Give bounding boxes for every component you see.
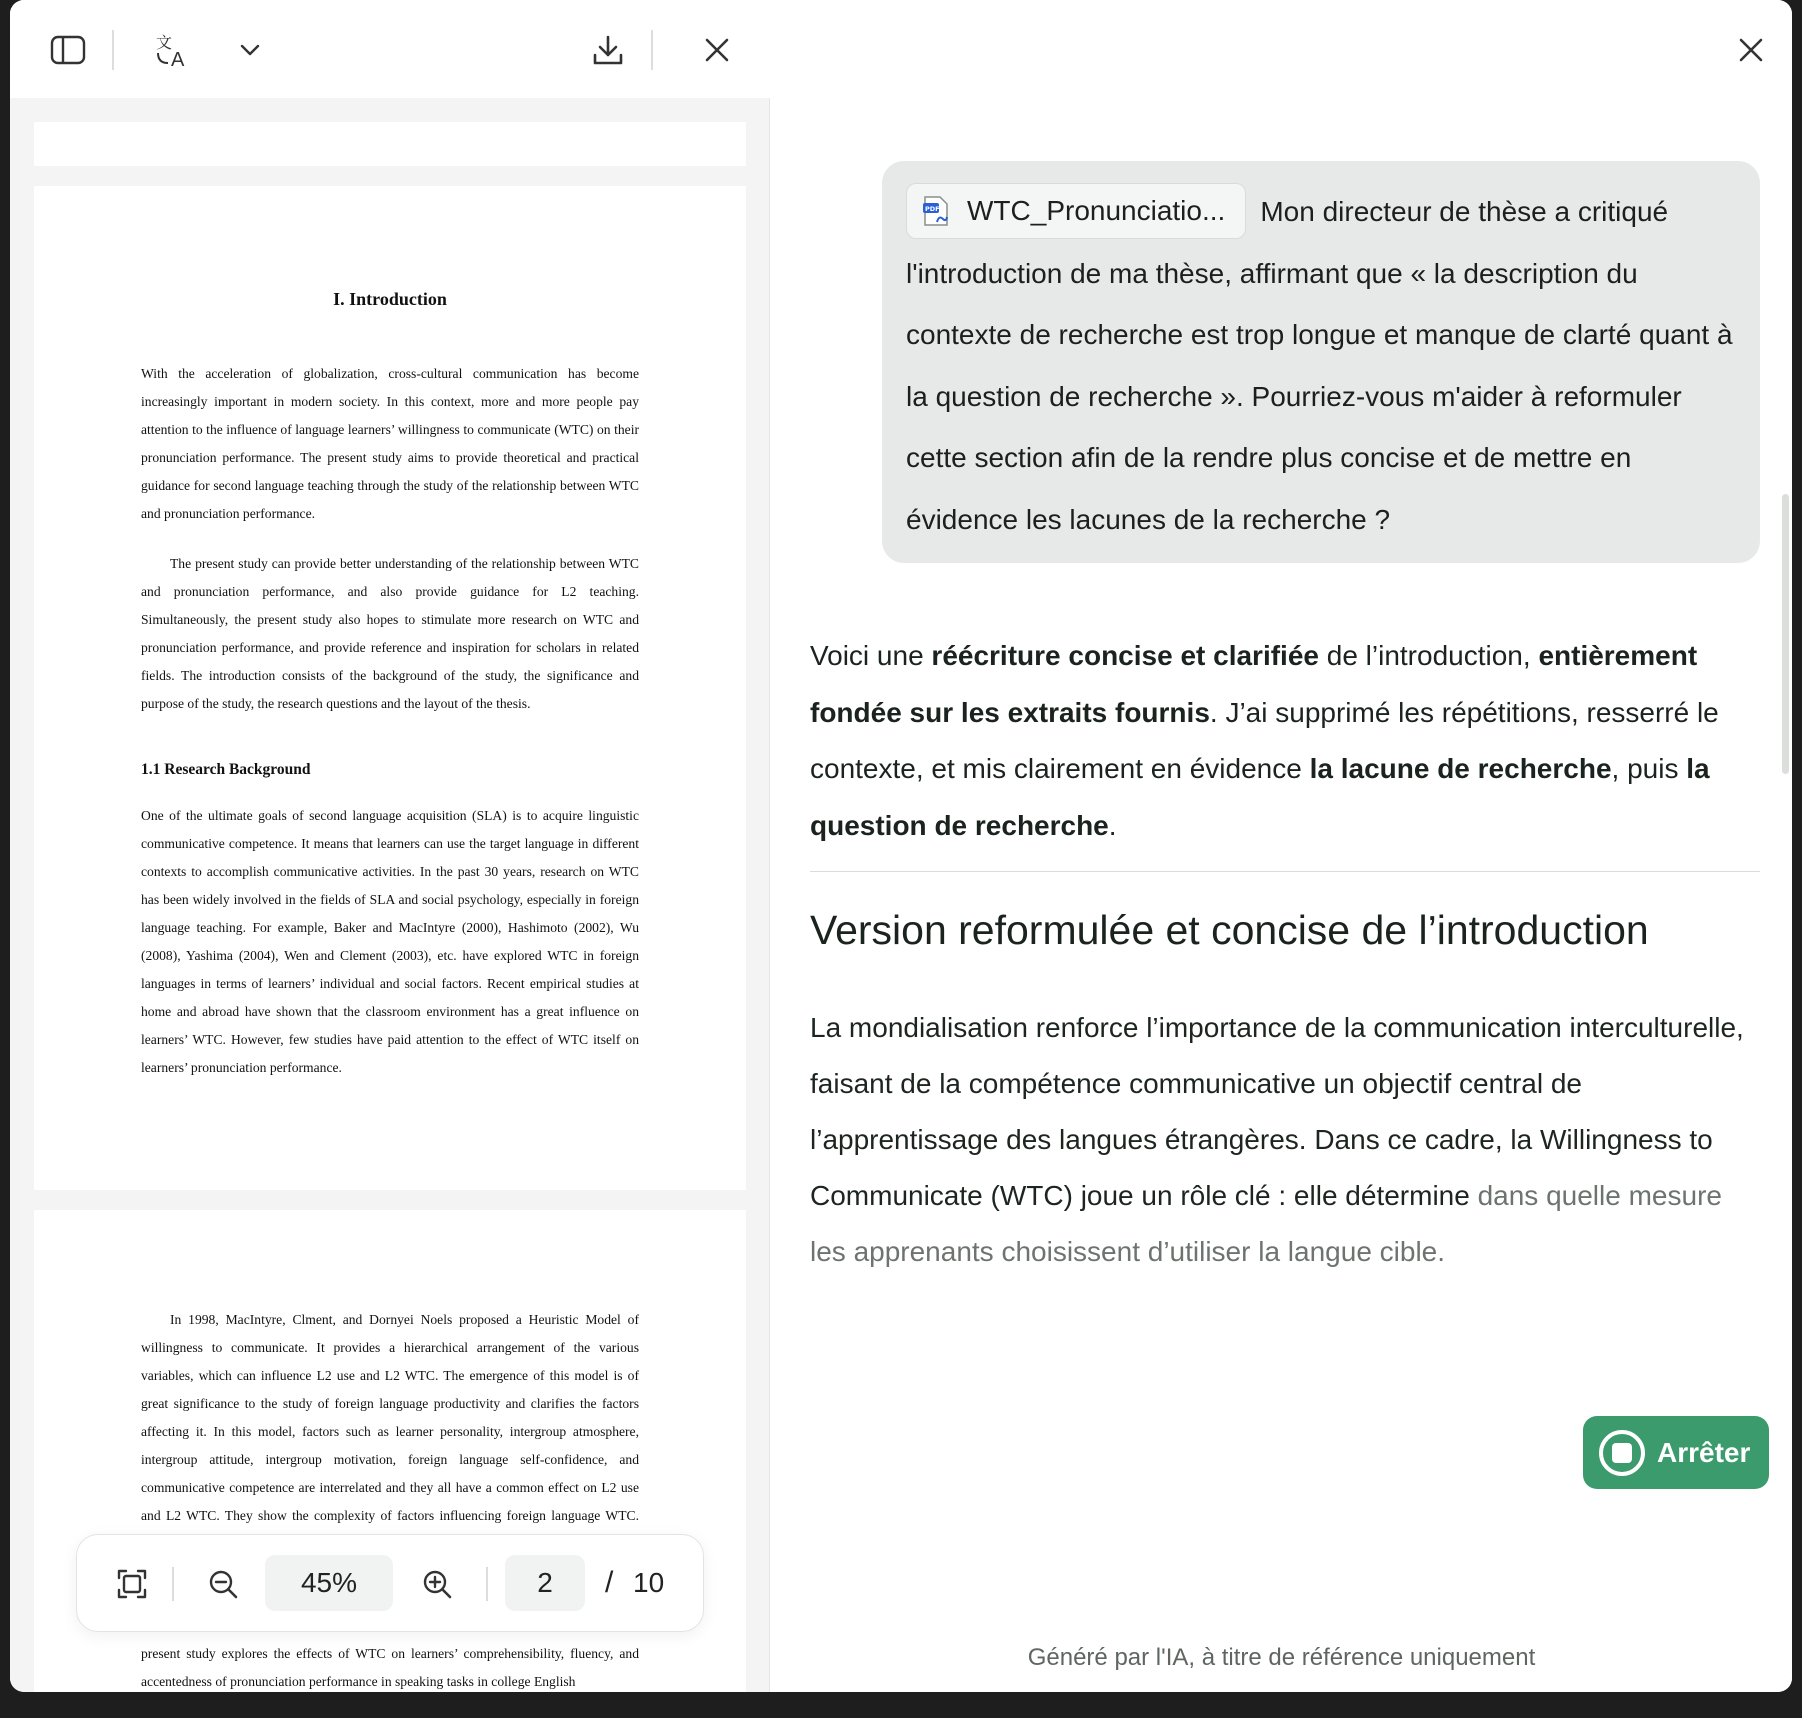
divider [810,871,1760,872]
close-icon[interactable] [1729,28,1773,72]
pdf-file-icon [923,195,949,227]
controls-separator [172,1567,174,1601]
fit-page-icon[interactable] [110,1562,154,1606]
svg-text:PDF: PDF [925,204,940,213]
answer-body [810,1000,1760,1280]
file-name: WTC_Pronunciatio... [967,194,1226,226]
page-paragraph: The present study can provide better understanding of the relationship between WTC and pronunciation performance, and also provide guidance for L2 teaching. Simultaneously, the present study also hopes to stimulate more research on WTC and pronunciation performance, and provide reference and inspiration for scholars in related fields. The introduction consists of the background of the study, the significance and purpose of the study, the research questions and the layout of the thesis. [141,556,639,711]
page-paragraph: One of the ultimate goals of second language acquisition (SLA) is to acquire linguistic communicative competence. It means that learners can use the target language in different contexts to accomplish communicative activities. In the past 30 years, research on WTC has been widely involved in the fields of SLA and social psychology, especially in foreign language teaching. For example, Baker and MacIntyre (2000), Hashimoto (2002), Wu (2008), Yashima (2004), Wen and Clement (2003), etc. have explored WTC in foreign languages in terms of learners’ individual and social factors. Recent empirical studies at home and abroad have shown that the classroom environment has a great influence on learners’ WTC. However, few studies have paid attention to the effect of WTC itself on learners’ pronunciation performance. [141,808,639,1075]
intro-bold: réécriture concise et clarifiée [931,640,1319,671]
user-message-bubble [882,161,1760,563]
zoom-out-icon[interactable] [201,1562,245,1606]
scrollbar[interactable] [1782,494,1789,774]
page-separator: / [605,1566,614,1599]
pdf-page-1 [34,122,746,166]
intro-text: . J’ai supprimé les répétitions, resserré le contexte, et mis clairement en évidence [810,696,1719,784]
total-pages: 10 [633,1567,665,1598]
download-icon[interactable] [586,28,630,72]
user-message [906,181,1736,550]
window-bottom-edge [0,1692,1802,1718]
svg-text:A: A [171,49,185,69]
answer-body-text: La mondialisation renforce l’importance de la communication interculturelle, faisant de la compétence communicative un objectif central de l’apprentissage des langues étrangères. Dans ce cadre, la Willingness to Communicate (WTC) joue un rôle clé : elle détermine [810,1012,1744,1211]
current-page-input[interactable]: 2 [505,1555,585,1611]
controls-separator [486,1567,488,1601]
page-paragraph: present study explores the effects of WTC on learners’ comprehensibility, fluency, and accentedness of pronunciation performance in speaking tasks in college English [141,1646,639,1689]
svg-text:文: 文 [156,33,173,52]
page-paragraph: In 1998, MacIntyre, Clment, and Dornyei Noels proposed a Heuristic Model of willingness to communicate. It provides a hierarchical arrangement of the various variables, which can influence L2 use and L2 WTC. The emergence of this model is of great significance to the study of foreign language productivity and clarifies the factors affecting it. In this model, factors such as learner personality, intergroup atmosphere, intergroup attitude, intergroup motivation, foreign language self-confidence, and communicative competence are interrelated and they all have a common effect on L2 use and L2 WTC. They show the complexity of factors influencing foreign language WTC. [141,1312,639,1523]
intro-bold: la question de recherche [810,753,1710,841]
intro-bold: entièrement fondée sur les extraits fournis [810,640,1698,728]
zoom-level[interactable]: 45% [265,1555,393,1611]
answer-body-fading-text: dans quelle mesure les apprenants choisissent d’utiliser la langue cible. [810,1180,1722,1267]
pdf-viewer-pane [10,0,770,1692]
pdf-pages[interactable] [34,98,746,1692]
chevron-down-icon[interactable] [228,28,272,72]
intro-text: Voici une [810,640,932,671]
stop-button-label: Arrêter [1657,1436,1751,1468]
attached-file-chip[interactable] [906,183,1246,239]
sidebar-toggle-icon[interactable] [46,28,90,72]
stop-icon [1599,1430,1645,1476]
app-window [10,0,1792,1692]
assistant-intro [810,628,1760,854]
pdf-toolbar [10,0,770,98]
page-paragraph: With the acceleration of globalization, cross-cultural communication has become increasingly important in modern society. In this context, more and more people pay attention to the influence of language learners’ willingness to communicate (WTC) on their pronunciation performance. The present study aims to provide theoretical and practical guidance for second language teaching through the study of the relationship between WTC and pronunciation performance. [141,366,639,521]
intro-bold: la lacune de recherche [1309,753,1612,784]
translate-icon[interactable] [151,28,195,72]
page-heading: I. Introduction [333,289,447,309]
chat-pane [771,0,1792,1692]
toolbar-separator [651,30,653,70]
page-subheading: 1.1 Research Background [141,761,311,778]
answer-heading: Version reformulée et concise de l’introduction [810,907,1649,953]
toolbar-separator [112,30,114,70]
intro-text: , puis [1611,753,1687,784]
intro-text: . [1108,809,1117,841]
user-message-text: Mon directeur de thèse a critiqué l'introduction de ma thèse, affirmant que « la description du contexte de recherche est trop longue et manque de clarté quant à la question de recherche ». Pourriez-vous m'aider à reformuler cette section afin de la rendre plus concise et de mettre en évidence les lacunes de la recherche ? [906,196,1733,535]
pdf-controls-bar [76,1534,704,1632]
pdf-page-2 [34,186,746,1190]
ai-disclaimer: Généré par l'IA, à titre de référence uniquement [1027,1644,1536,1671]
close-icon[interactable] [695,28,739,72]
stop-button[interactable] [1583,1416,1769,1489]
intro-text: de l’introduction, [1318,640,1539,671]
zoom-in-icon[interactable] [415,1562,459,1606]
